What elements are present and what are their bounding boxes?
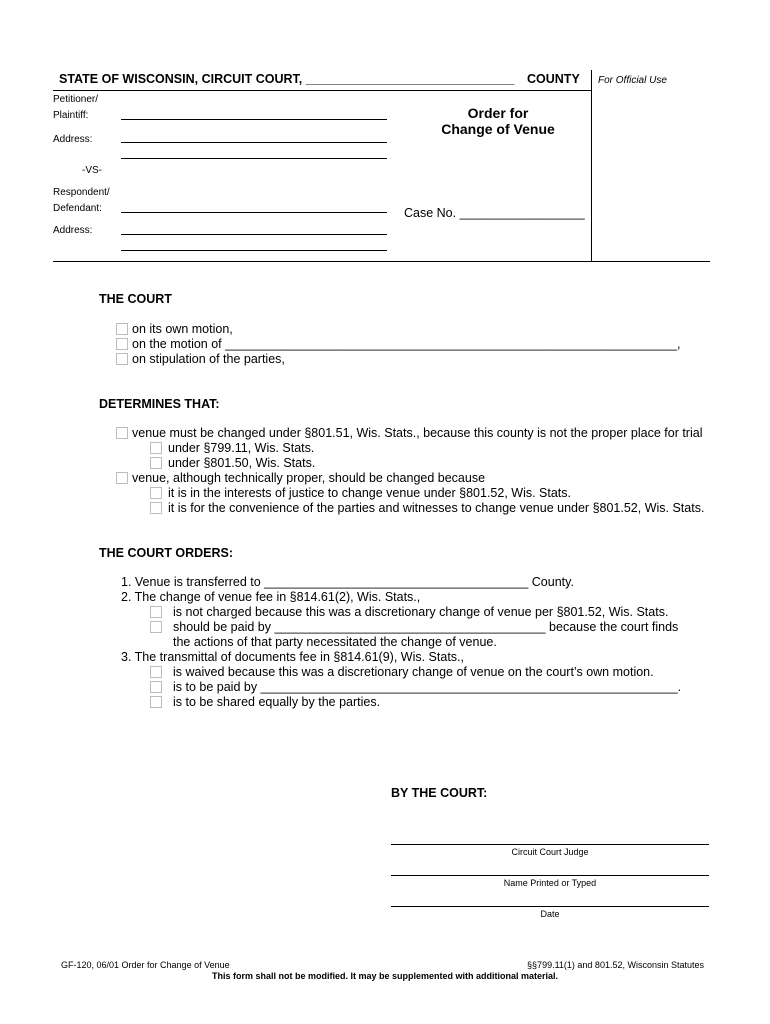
plaintiff-label: Plaintiff: xyxy=(53,110,89,121)
defendant-address-field-2[interactable] xyxy=(121,250,387,251)
fee-not-charged-checkbox[interactable] xyxy=(150,606,162,618)
order-item-1: 1. Venue is transferred to ______________________________________ County. xyxy=(121,575,574,589)
by-the-court-heading: BY THE COURT: xyxy=(391,786,488,800)
judge-label: Circuit Court Judge xyxy=(511,847,589,857)
county-label: COUNTY xyxy=(527,72,580,86)
convenience-checkbox[interactable] xyxy=(150,502,162,514)
name-printed-line[interactable] xyxy=(391,875,709,876)
official-use-divider xyxy=(591,70,592,262)
stipulation-checkbox[interactable] xyxy=(116,353,128,365)
stipulation-label: on stipulation of the parties, xyxy=(132,352,285,366)
form-title-line1: Order for xyxy=(467,105,529,121)
plaintiff-name-field[interactable] xyxy=(121,119,387,120)
case-number-field[interactable]: Case No. __________________ xyxy=(404,206,585,220)
order-item-2: 2. The change of venue fee in §814.61(2), Wis. Stats., xyxy=(121,590,421,604)
defendant-address-field-1[interactable] xyxy=(121,234,387,235)
fee-paid-by-label: should be paid by _______________________________________ because the court finds xyxy=(173,620,679,634)
fee-paid-by-checkbox[interactable] xyxy=(150,621,162,633)
transmittal-shared-checkbox[interactable] xyxy=(150,696,162,708)
transmittal-shared-label: is to be shared equally by the parties. xyxy=(173,695,381,709)
defendant-label: Defendant: xyxy=(53,203,102,214)
transmittal-paid-by-label: is to be paid by ____________________________________________________________. xyxy=(173,680,682,694)
motion-of-checkbox[interactable] xyxy=(116,338,128,350)
versus-label: -VS- xyxy=(82,165,102,176)
venue-proper-checkbox[interactable] xyxy=(116,472,128,484)
own-motion-label: on its own motion, xyxy=(132,322,233,336)
respondent-label: Respondent/ xyxy=(53,187,110,198)
venue-changed-checkbox[interactable] xyxy=(116,427,128,439)
modification-notice: This form shall not be modified. It may be supplemented with additional material. xyxy=(211,971,559,981)
judge-signature-line[interactable] xyxy=(391,844,709,845)
fee-not-charged-label: is not charged because this was a discretionary change of venue per §801.52, Wis. Stats. xyxy=(173,605,669,619)
motion-of-label: on the motion of _________________________________________________________________, xyxy=(132,337,681,351)
interests-justice-label: it is in the interests of justice to change venue under §801.52, Wis. Stats. xyxy=(168,486,572,500)
interests-justice-checkbox[interactable] xyxy=(150,487,162,499)
fee-paid-by-continuation: the actions of that party necessitated the change of venue. xyxy=(173,635,497,649)
court-caption: STATE OF WISCONSIN, CIRCUIT COURT, ______________________________ xyxy=(59,72,515,86)
plaintiff-address-field-2[interactable] xyxy=(121,158,387,159)
transmittal-waived-checkbox[interactable] xyxy=(150,666,162,678)
court-orders-heading: THE COURT ORDERS: xyxy=(99,546,234,560)
convenience-label: it is for the convenience of the parties and witnesses to change venue under §801.52, Wis. Stats. xyxy=(168,501,705,515)
petitioner-label: Petitioner/ xyxy=(53,94,99,105)
form-id: GF-120, 06/01 Order for Change of Venue xyxy=(61,960,230,970)
venue-changed-label: venue must be changed under §801.51, Wis. Stats., because this county is not the proper place for trial xyxy=(132,426,703,440)
under-801-50-checkbox[interactable] xyxy=(150,457,162,469)
header-bottom-rule xyxy=(53,261,710,262)
defendant-address-label: Address: xyxy=(53,225,93,236)
under-799-11-label: under §799.11, Wis. Stats. xyxy=(168,441,315,455)
transmittal-paid-by-checkbox[interactable] xyxy=(150,681,162,693)
official-use-label: For Official Use xyxy=(598,75,667,86)
date-line[interactable] xyxy=(391,906,709,907)
caption-divider xyxy=(53,90,591,91)
determines-heading: DETERMINES THAT: xyxy=(99,397,220,411)
statutes-reference: §§799.11(1) and 801.52, Wisconsin Statutes xyxy=(527,960,704,970)
transmittal-waived-label: is waived because this was a discretionary change of venue on the court’s own motion. xyxy=(173,665,654,679)
name-printed-label: Name Printed or Typed xyxy=(503,878,597,888)
date-label: Date xyxy=(540,909,560,919)
the-court-heading: THE COURT xyxy=(99,292,172,306)
under-799-11-checkbox[interactable] xyxy=(150,442,162,454)
defendant-name-field[interactable] xyxy=(121,212,387,213)
venue-proper-label: venue, although technically proper, should be changed because xyxy=(132,471,486,485)
under-801-50-label: under §801.50, Wis. Stats. xyxy=(168,456,316,470)
own-motion-checkbox[interactable] xyxy=(116,323,128,335)
plaintiff-address-field-1[interactable] xyxy=(121,142,387,143)
order-item-3: 3. The transmittal of documents fee in §814.61(9), Wis. Stats., xyxy=(121,650,464,664)
plaintiff-address-label: Address: xyxy=(53,134,93,145)
form-title-line2: Change of Venue xyxy=(441,121,555,137)
